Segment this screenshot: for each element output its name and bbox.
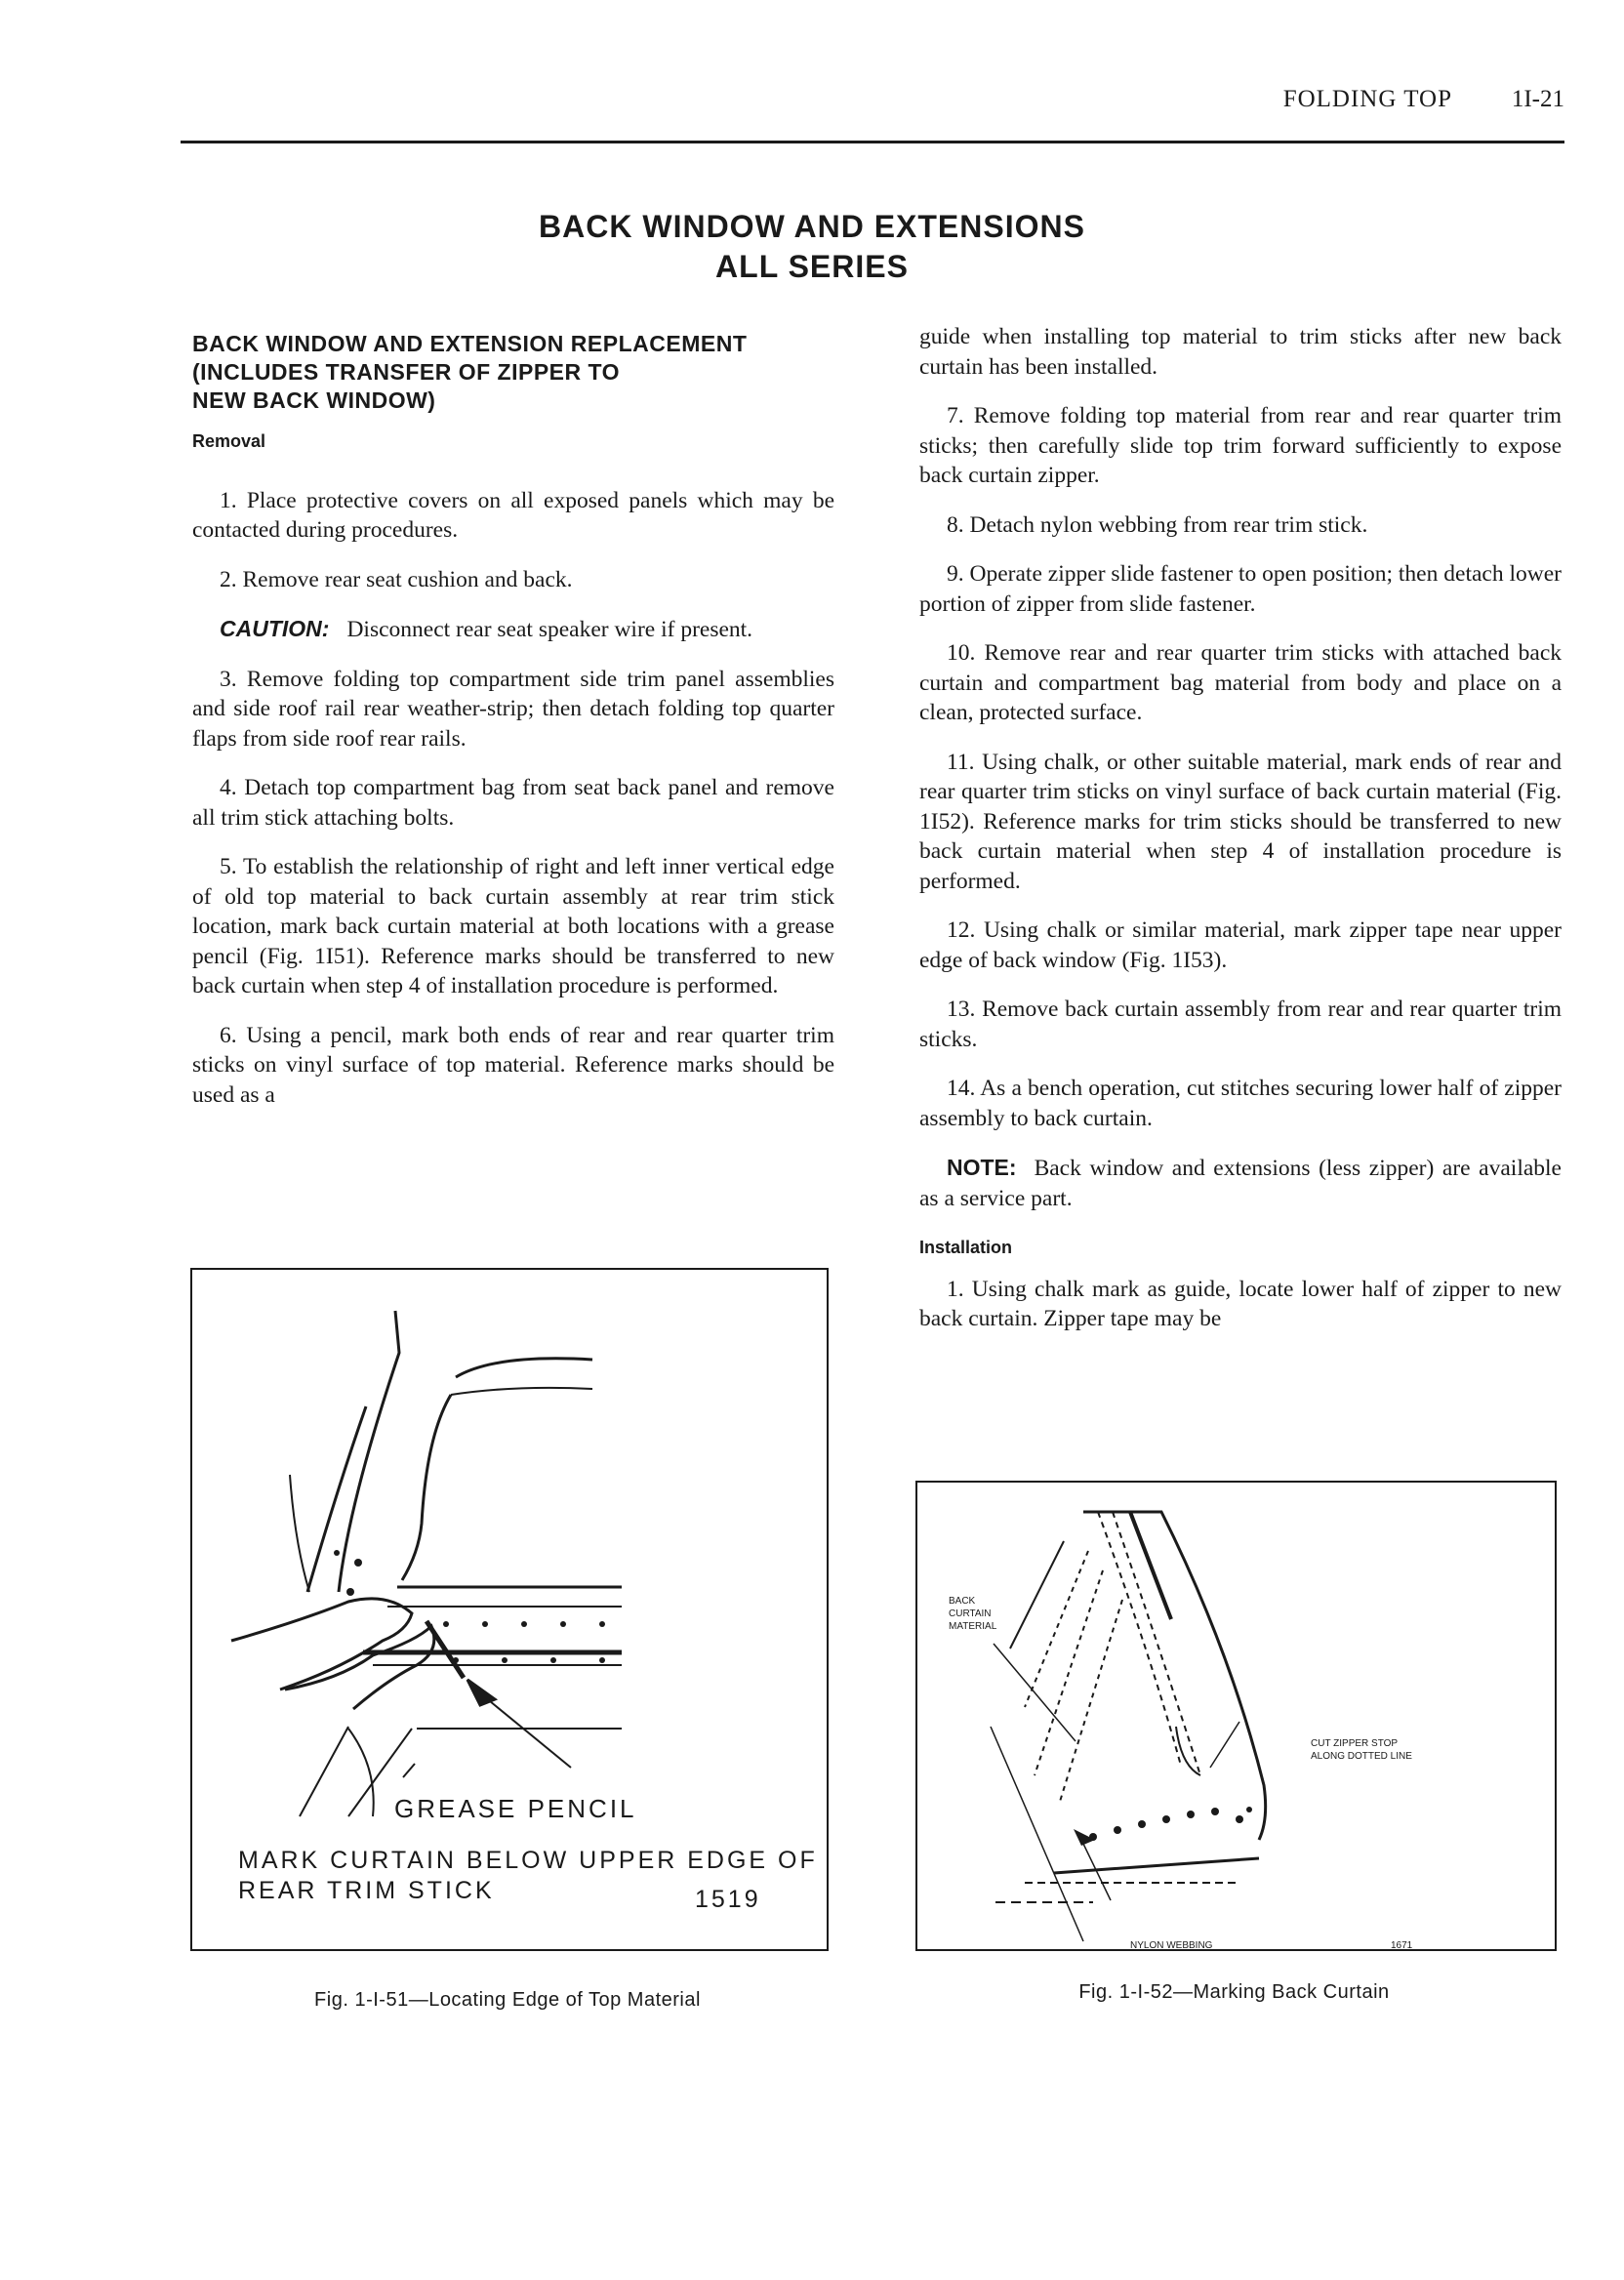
fig52-number: 1671 — [1391, 1940, 1413, 1949]
replacement-heading-line2: (INCLUDES TRANSFER OF ZIPPER TO — [192, 359, 621, 385]
fig52-label-nylon-webbing: NYLON WEBBING — [1130, 1940, 1213, 1949]
removal-step-3: 3. Remove folding top compartment side trim panel assemblies and side roof rail rear weather-strip; then detach folding top quarter flaps from side roof rear rails. — [192, 666, 834, 752]
caution-paragraph — [192, 614, 834, 645]
note-paragraph — [919, 1153, 1562, 1213]
figure-51-illustration — [192, 1270, 827, 1949]
fig51-label-mark-curtain: MARK CURTAIN BELOW UPPER EDGE OF — [238, 1847, 818, 1874]
removal-step-10: 10. Remove rear and rear quarter trim sticks with attached back curtain and compartment bag material from body and place on a clean, protected surface. — [919, 640, 1562, 725]
figure-52-illustration — [917, 1483, 1555, 1949]
figure-52-box — [915, 1481, 1557, 1951]
fig52-label-curtain: CURTAIN — [949, 1608, 992, 1619]
removal-step-2: 2. Remove rear seat cushion and back. — [220, 566, 573, 592]
fig52-label-cut-zipper-stop: CUT ZIPPER STOP — [1311, 1738, 1399, 1749]
fig51-label-grease-pencil: GREASE PENCIL — [394, 1794, 637, 1823]
figure-52-caption: Fig. 1-I-52—Marking Back Curtain — [1078, 1981, 1390, 2003]
removal-step-1: 1. Place protective covers on all exposed panels which may be contacted during procedures. — [192, 487, 834, 543]
replacement-heading — [192, 330, 834, 415]
caution-text: Disconnect rear seat speaker wire if present. — [346, 617, 753, 642]
header-page-number: 1I-21 — [1511, 86, 1564, 112]
right-column — [919, 322, 1562, 1354]
removal-step-8: 8. Detach nylon webbing from rear trim stick. — [947, 511, 1368, 538]
fig51-label-rear-trim-stick: REAR TRIM STICK — [238, 1877, 495, 1904]
note-label: NOTE: — [947, 1155, 1017, 1180]
figure-51-box — [190, 1268, 829, 1951]
removal-step-6: 6. Using a pencil, mark both ends of rear and rear quarter trim sticks on vinyl surface of top material. Reference marks should be used as a — [192, 1022, 834, 1108]
installation-heading: Installation — [919, 1238, 1013, 1257]
page-header — [181, 86, 1564, 143]
removal-step-6-continued: guide when installing top material to trim sticks after new back curtain has been installed. — [919, 324, 1562, 380]
removal-step-13: 13. Remove back curtain assembly from rear and rear quarter trim sticks. — [919, 997, 1562, 1052]
fig51-number: 1519 — [695, 1886, 761, 1913]
note-text: Back window and extensions (less zipper) are available as a service part. — [919, 1156, 1562, 1211]
header-section-title: FOLDING TOP — [1282, 86, 1452, 112]
replacement-heading-line1: BACK WINDOW AND EXTENSION REPLACEMENT — [192, 331, 748, 356]
left-column — [192, 330, 834, 1129]
removal-step-9: 9. Operate zipper slide fastener to open position; then detach lower portion of zipper from slide fastener. — [919, 561, 1562, 617]
removal-step-12: 12. Using chalk or similar material, mark zipper tape near upper edge of back window (Fig. 1I53). — [919, 917, 1562, 973]
caution-label: CAUTION: — [220, 616, 330, 641]
replacement-heading-line3: NEW BACK WINDOW) — [192, 387, 436, 413]
fig52-label-along-dotted-line: ALONG DOTTED LINE — [1311, 1751, 1412, 1762]
figure-51-caption: Fig. 1-I-51—Locating Edge of Top Material — [314, 1989, 701, 2011]
fig52-label-back: BACK — [949, 1596, 976, 1607]
removal-step-5: 5. To establish the relationship of right and left inner vertical edge of old top material to back curtain assembly at rear trim stick location, mark back curtain material at both locations with a grease pencil (Fig. 1I51). Reference marks should be transferred to new back curtain when step 4 of installation procedure is performed. — [192, 854, 834, 998]
page-title-line1: BACK WINDOW AND EXTENSIONS — [539, 209, 1085, 244]
removal-step-11: 11. Using chalk, or other suitable material, mark ends of rear and rear quarter trim sticks on vinyl surface of back curtain material (Fig. 1I52). Reference marks for trim sticks should be transferred to new back curtain material when step 4 of installation procedure is performed. — [919, 749, 1562, 894]
fig52-label-material: MATERIAL — [949, 1621, 997, 1632]
installation-step-1: 1. Using chalk mark as guide, locate lower half of zipper to new back curtain. Zipper tape may be — [919, 1276, 1562, 1331]
removal-step-14: 14. As a bench operation, cut stitches securing lower half of zipper assembly to back curtain. — [919, 1076, 1562, 1131]
page-title-line2: ALL SERIES — [715, 249, 909, 284]
removal-step-4: 4. Detach top compartment bag from seat back panel and remove all trim stick attaching bolts. — [192, 775, 834, 831]
removal-heading: Removal — [192, 431, 266, 451]
removal-step-7: 7. Remove folding top material from rear and rear quarter trim sticks; then carefully slide top trim forward sufficiently to expose back curtain zipper. — [919, 403, 1562, 488]
